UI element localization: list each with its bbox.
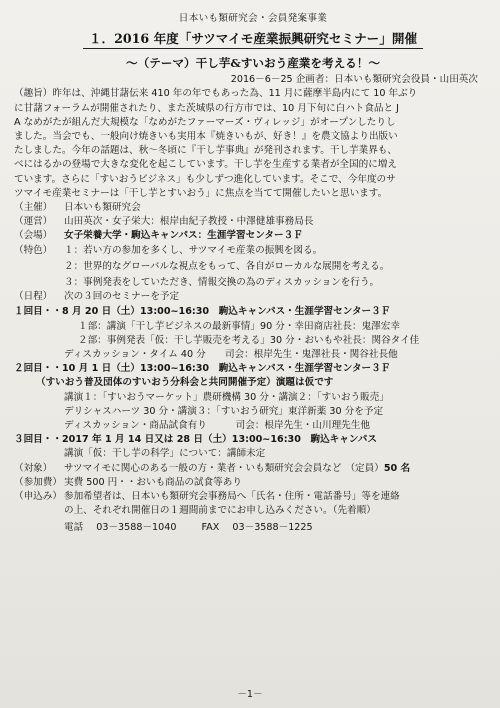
session-1-part: ２部：事例発表「仮：干し芋販売を考える」30 分・おいもや社長：関谷タイ佳 xyxy=(78,334,420,346)
session-1-part: ディスカッション・タイム 40 分 司会：根岸先生・鬼澤社長・関谷社長他 xyxy=(64,349,398,361)
apply-row xyxy=(14,490,492,504)
tel-number: 03－3588－1040 xyxy=(96,521,177,533)
fax-label: FAX xyxy=(201,521,220,533)
purpose-paragraph xyxy=(14,87,492,201)
host-value: 日本いも類研究会 xyxy=(64,202,141,214)
capacity-value: 50 名 xyxy=(383,462,411,474)
purpose-line: ました。当会でも、一般向け焼きいも実用本『焼きいもが、好き！』を農文協より出版い xyxy=(14,131,398,143)
schedule-value: 次の３回のセミナーを予定 xyxy=(64,291,180,303)
fee-label: （参加費） xyxy=(14,476,62,488)
apply-text: の上、それぞれ開催日の１週間前までにお申し込みください。（先着順） xyxy=(64,505,376,517)
session-3-part: 講演「仮：干し芋の科学」について：講師未定 xyxy=(64,448,266,460)
fax-number: 03－3588－1225 xyxy=(232,521,313,533)
venue-value: 女子栄養大学・駒込キャンパス：生涯学習センター３Ｆ xyxy=(64,230,303,242)
session-2-note: （すいおう普及団体のすいおう分科会と共同開催予定）演題は仮です xyxy=(36,377,334,389)
session-2-heading: ２回目・・10 月 1 日（土）13:00~16:30 駒込キャンパス・生涯学習センター３Ｆ xyxy=(14,363,391,375)
purpose-line: ています。さらに「すいおうビジネス」も少しずつ進化しています。そこで、今年度のサ xyxy=(14,173,396,185)
page-number: －1－ xyxy=(237,689,263,700)
session-3-heading: ３回目・・2017 年 1 月 14 日又は 28 日（土）13:00~16:30 駒込キャンパス xyxy=(14,434,377,446)
host-label: （主催） xyxy=(14,202,53,214)
features-row xyxy=(14,244,492,258)
purpose-line: に甘藷フォーラムが開催されたり、また茨城県の行方市では、10 月下旬に白ハト食品と J xyxy=(14,102,399,114)
capacity-label: （定員） xyxy=(345,462,384,474)
document-subtitle: ～（テーマ）干し芋&すいおう産業を考える！～ xyxy=(126,56,380,71)
date-planner-line: 2016－6－25 企画者：日本いも類研究会役員・山田英次 xyxy=(230,74,478,86)
schedule-label: （日程） xyxy=(14,291,53,303)
tel-label: 電話 xyxy=(64,521,84,533)
purpose-line: べにはるかの登場で大きな変化を起こしています。干し芋を生産する業者が全国的に増え xyxy=(14,159,397,171)
venue-label: （会場） xyxy=(14,230,53,242)
purpose-line: たしました。今年の話題は、秋～冬頃に『干し芋事典』が発刊されます。干し芋業界も、 xyxy=(14,145,397,157)
fee-row xyxy=(14,476,492,490)
apply-label: （申込み） xyxy=(14,491,62,503)
feature-item: １：若い方の参加を多くし、サツマイモ産業の振興を図る。 xyxy=(64,244,323,256)
features-label: （特色） xyxy=(14,244,53,256)
purpose-line: A なめがたが組んだ大規模な「なめがたファーマーズ・ヴィレッジ」がオープンしたりし xyxy=(14,116,396,128)
target-label: （対象） xyxy=(14,462,53,474)
feature-item: ３：事例発表をしていただき、情報交換の為のディスカッションを行う。 xyxy=(64,277,380,289)
target-row xyxy=(14,462,492,476)
fee-value: 実費 500 円・・おいも商品の試食等あり xyxy=(64,476,242,488)
purpose-line: 昨年は、沖縄甘藷伝来 410 年の年でもあった為、11 月に薩摩半島内にて 10 年ぶり xyxy=(52,88,418,100)
session-2-part: 講演１：「すいおうマーケット」農研機構 30 分・講演２：「すいおう販売」 xyxy=(64,391,389,403)
operation-row xyxy=(14,215,492,229)
session-1-heading: １回目・・8 月 20 日（土）13:00~16:30 駒込キャンパス・生涯学習センター３Ｆ xyxy=(14,306,391,318)
operation-label: （運営） xyxy=(14,216,53,228)
document-title: １．2016 年度「サツマイモ産業振興研究セミナー」開催 xyxy=(83,31,423,49)
purpose-line: ツマイモ産業セミナーは「干し芋とすいおう」に焦点を当てて開催したいと思います。 xyxy=(14,187,388,199)
session-2-part: ディスカッション・商品試食有り 司会：根岸先生・山川理先生他 xyxy=(64,420,370,432)
feature-item: ２：世界的なグローバルな視点をもって、各自がローカルな展開を考える。 xyxy=(64,260,390,272)
schedule-row xyxy=(14,290,492,304)
target-value: サツマイモに関心のある一般の方・業者・いも類研究会会員など xyxy=(64,462,342,474)
organization-line: 日本いも類研究会・会員発案事業 xyxy=(178,13,328,24)
document-body xyxy=(14,12,492,535)
contact-line xyxy=(14,521,492,535)
operation-value: 山田英次・女子栄大：根岸由紀子教授・中澤健雄事務局長 xyxy=(64,216,314,228)
apply-text: 参加希望者は、日本いも類研究会事務局へ「氏名・住所・電話番号」等を連絡 xyxy=(64,491,400,503)
session-2-part: デリシャスハーツ 30 分・講演３：「すいおう研究」東洋新薬 30 分を予定 xyxy=(64,405,384,417)
venue-row xyxy=(14,229,492,243)
purpose-label: （趣旨） xyxy=(14,88,53,100)
session-1-part: １部：講演「干し芋ビジネスの最新事情」90 分・幸田商店社長：鬼澤宏幸 xyxy=(78,320,400,332)
host-row xyxy=(14,201,492,215)
